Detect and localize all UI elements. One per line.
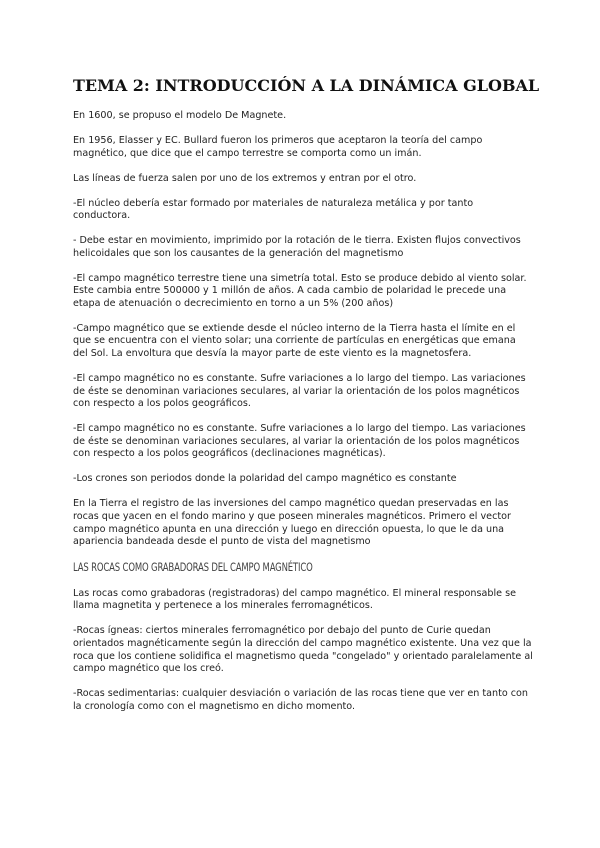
paragraph: En 1600, se propuso el modelo De Magnete. xyxy=(73,110,287,121)
paragraph: - Debe estar en movimiento, imprimido por la rotación de le tierra. Existen flujos convectivos helicoidales que son los causantes de la generación del magnetismo xyxy=(73,235,521,259)
paragraph: -Los crones son periodos donde la polaridad del campo magnético es constante xyxy=(73,473,457,485)
document-title: TEMA 2: INTRODUCCIÓN A LA DINÁMICA GLOBAL xyxy=(73,76,540,95)
paragraph: -El campo magnético terrestre tiene una simetría total. Esto se produce debido al viento solar. Este cambia entre 500000 y 1 millón de años. A cada cambio de polaridad le precede una etapa de atenuación o decrecimiento en torno a un 5% (200 años) xyxy=(73,272,527,309)
paragraph: -Campo magnético que se extiende desde el núcleo interno de la Tierra hasta el límite en el que se encuentra con el viento solar; una corriente de partículas en energéticas que emana del Sol. La envoltura que desvía la mayor parte de este viento es la magnetosfera. xyxy=(73,322,516,360)
section-heading: LAS ROCAS COMO GRABADORAS DEL CAMPO MAGNÉTICO xyxy=(73,560,313,575)
paragraph: En 1956, Elasser y EC. Bullard fueron los primeros que aceptaron la teoría del campo magnético, que dice que el campo terrestre se comporta como un imán. xyxy=(73,134,483,159)
document-body xyxy=(73,110,533,726)
paragraph: En la Tierra el registro de las inversiones del campo magnético quedan preservadas en las rocas que yacen en el fondo marino y que poseen minerales magnéticos. Primero el vector campo magnético apunta en una dirección y luego en dirección opuesta, lo que le da una apariencia bandeada desde el punto de vista del magnetismo xyxy=(73,498,511,548)
paragraph: Las rocas como grabadoras (registradoras) del campo magnético. El mineral responsable se llama magnetita y pertenece a los minerales ferromagnéticos. xyxy=(73,587,516,612)
paragraph: -Rocas sedimentarias: cualquier desviación o variación de las rocas tiene que ver en tanto con la cronología como con el magnetismo en dicho momento. xyxy=(73,688,529,712)
paragraph: -Rocas ígneas: ciertos minerales ferromagnético por debajo del punto de Curie quedan orientados magnéticamente según la dirección del campo magnético existente. Una vez que la roca que los contiene solidifica el magnetismo queda "congelado" y orientado paralelamente al campo magnético que los creó. xyxy=(73,625,533,675)
paragraph: -El campo magnético no es constante. Sufre variaciones a lo largo del tiempo. Las variaciones de éste se denominan variaciones seculares, al variar la orientación de los polos magnéticos con respecto a los polos geográficos (declinaciones magnéticas). xyxy=(73,423,526,460)
paragraph: -El campo magnético no es constante. Sufre variaciones a lo largo del tiempo. Las variaciones de éste se denominan variaciones seculares, al variar la orientación de los polos magnéticos con respecto a los polos geográficos. xyxy=(73,373,526,410)
paragraph: Las líneas de fuerza salen por uno de los extremos y entran por el otro. xyxy=(73,172,417,184)
paragraph: -El núcleo debería estar formado por materiales de naturaleza metálica y por tanto conductora. xyxy=(73,197,474,222)
